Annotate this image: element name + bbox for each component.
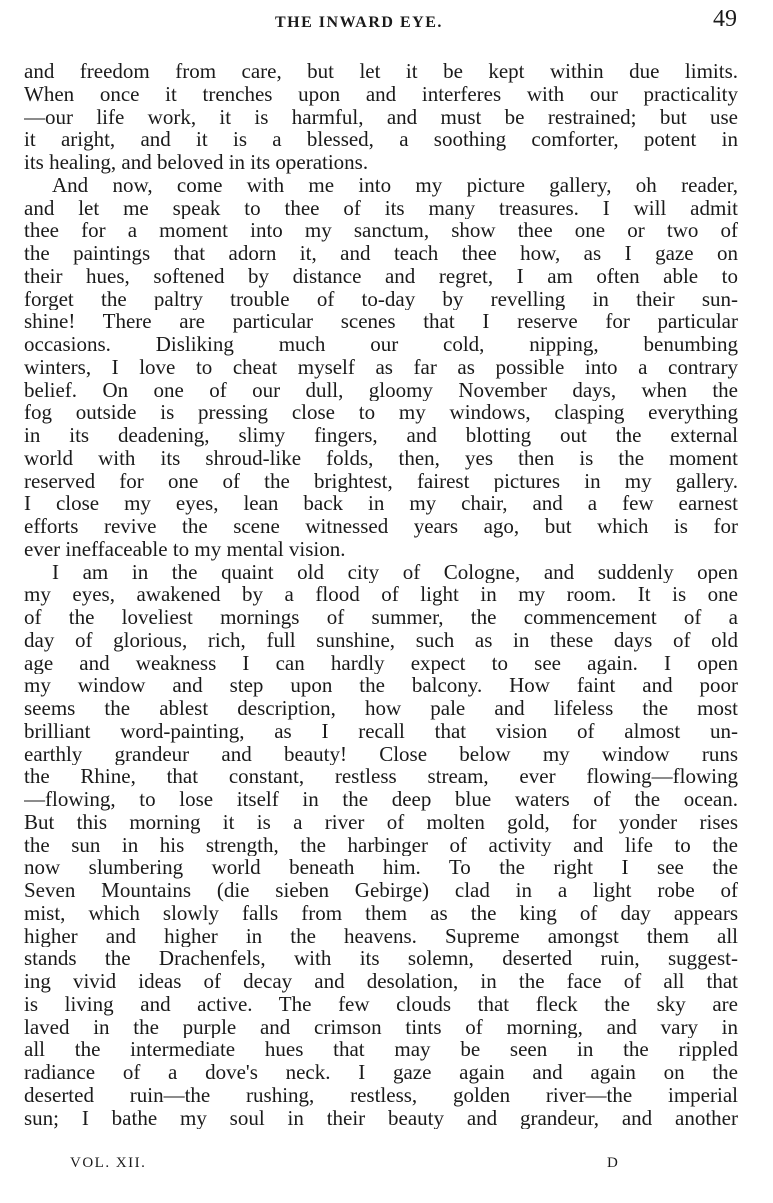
text-line: Seven Mountains (die sieben Gebirge) clad in a light robe of [24, 879, 738, 902]
text-line: I am in the quaint old city of Cologne, and suddenly open [52, 560, 738, 584]
text-line: higher and higher in the heavens. Supreme amongst them all [24, 924, 738, 948]
text-line: it aright, and it is a blessed, a soothing comforter, potent in [24, 128, 738, 151]
page-header [0, 6, 773, 36]
text-line: efforts revive the scene witnessed years ago, but which is for [24, 515, 738, 538]
text-line: shine! There are particular scenes that I reserve for particular [24, 310, 738, 333]
text-line: the sun in his strength, the harbinger of activity and life to the [24, 833, 738, 857]
text-line: their hues, softened by distance and regret, I am often able to [24, 264, 738, 288]
text-line: forget the paltry trouble of to-day by revelling in their sun- [24, 287, 738, 311]
text-line: I close my eyes, lean back in my chair, and a few earnest [24, 492, 738, 515]
text-line: winters, I love to cheat myself as far as possible into a contrary [24, 355, 738, 379]
text-line: mist, which slowly falls from them as the king of day appears [24, 901, 738, 925]
text-line: day of glorious, rich, full sunshine, such as in these days of old [24, 628, 738, 652]
text-line: age and weakness I can hardly expect to see again. I open [24, 651, 738, 675]
text-line: sun; I bathe my soul in their beauty and grandeur, and another [24, 1106, 738, 1130]
text-line: in its deadening, slimy fingers, and blotting out the external [24, 424, 738, 447]
text-line: reserved for one of the brightest, fairest pictures in my gallery. [24, 469, 738, 493]
running-title: THE INWARD EYE. [275, 14, 443, 31]
text-line: its healing, and beloved in its operations. [24, 151, 369, 174]
signature-mark: D [607, 1155, 618, 1171]
page-footer [0, 1155, 773, 1179]
volume-label: VOL. XII. [70, 1155, 147, 1171]
body-text [24, 60, 738, 1129]
text-line: belief. On one of our dull, gloomy November days, when the [24, 378, 738, 402]
text-line: the paintings that adorn it, and teach thee how, as I gaze on [24, 242, 738, 265]
text-line: ing vivid ideas of decay and desolation, in the face of all that [24, 970, 738, 993]
text-line: earthly grandeur and beauty! Close below my window runs [24, 742, 738, 766]
page-number: 49 [713, 6, 737, 32]
text-line: deserted ruin—the rushing, restless, golden river—the imperial [24, 1083, 738, 1107]
text-line: thee for a moment into my sanctum, show thee one or two of [24, 219, 738, 242]
text-line: But this morning it is a river of molten gold, for yonder rises [24, 810, 738, 834]
text-line: all the intermediate hues that may be seen in the rippled [24, 1038, 738, 1061]
text-line: now slumbering world beneath him. To the right I see the [24, 856, 738, 879]
text-line: the Rhine, that constant, restless stream, ever flowing—flowing [24, 765, 738, 788]
text-line: ever ineffaceable to my mental vision. [24, 537, 346, 561]
text-line: of the loveliest mornings of summer, the commencement of a [24, 606, 738, 629]
text-line: world with its shroud-like folds, then, yes then is the moment [24, 446, 738, 470]
text-line: —flowing, to lose itself in the deep blue waters of the ocean. [24, 788, 738, 811]
text-line: When once it trenches upon and interferes with our practicality [24, 82, 738, 106]
text-line: is living and active. The few clouds that fleck the sky are [24, 992, 738, 1016]
text-line: —our life work, it is harmful, and must be restrained; but use [24, 105, 738, 129]
text-line: occasions. Disliking much our cold, nipping, benumbing [24, 333, 738, 356]
text-line: fog outside is pressing close to my windows, clasping everything [24, 401, 738, 424]
text-line: my window and step upon the balcony. How faint and poor [24, 674, 738, 697]
text-line: laved in the purple and crimson tints of morning, and vary in [24, 1015, 738, 1039]
text-line: brilliant word-painting, as I recall that vision of almost un- [24, 719, 738, 743]
text-line: and freedom from care, but let it be kept within due limits. [24, 60, 738, 83]
text-line: And now, come with me into my picture gallery, oh reader, [52, 173, 738, 197]
text-line: my eyes, awakened by a flood of light in my room. It is one [24, 583, 738, 606]
text-line: seems the ablest description, how pale and lifeless the most [24, 697, 738, 720]
text-line: and let me speak to thee of its many treasures. I will admit [24, 196, 738, 220]
text-line: radiance of a dove's neck. I gaze again and again on the [24, 1061, 738, 1084]
text-line: stands the Drachenfels, with its solemn, deserted ruin, suggest- [24, 947, 738, 970]
